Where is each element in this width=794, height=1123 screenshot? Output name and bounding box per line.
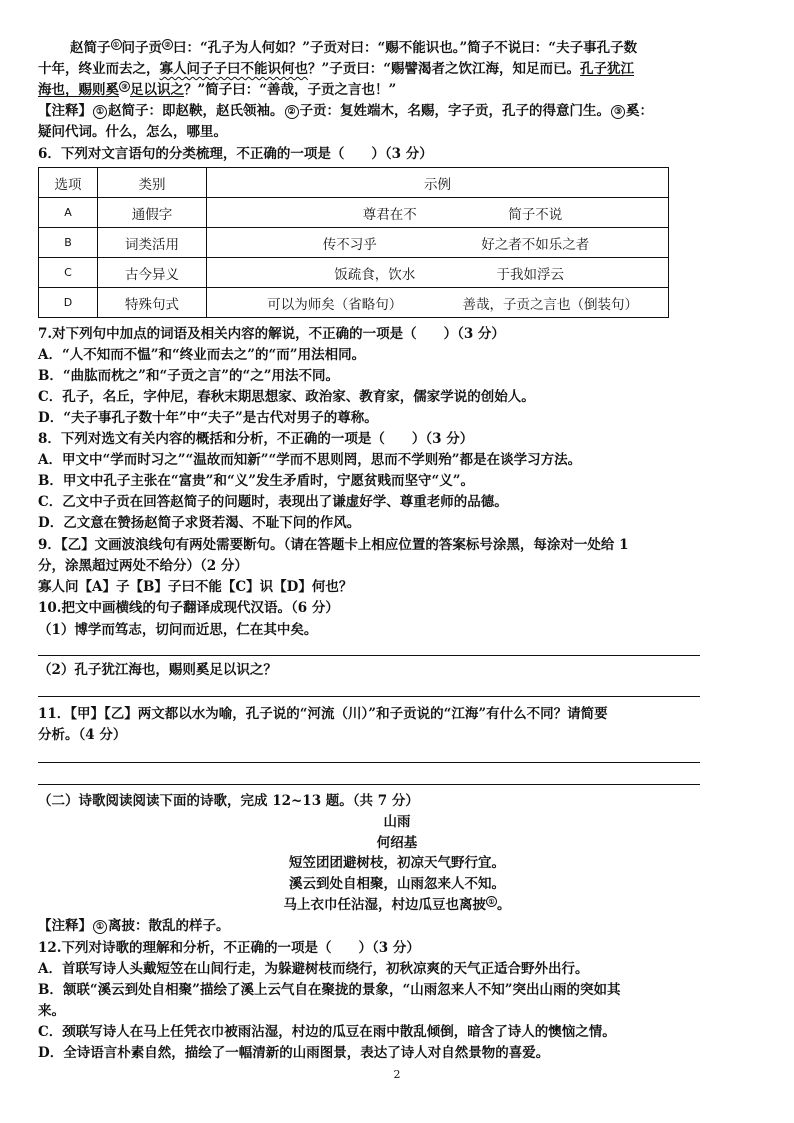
section-heading: （二）诗歌阅读阅读下面的诗歌，完成 12~13 题。（共 7 分） [38, 793, 419, 809]
footnote-marker: ① [486, 896, 497, 907]
option-b: B．甲文中孔子主张在“富贵”和“义”发生矛盾时，宁愿贫贱而坚守“义”。 [38, 473, 475, 489]
question-9-stem: 9．【乙】文画波浪线句有两处需要断句。（请在答题卡上相应位置的答案标号涂黑，每涂对一处给 1 [38, 537, 629, 553]
underlined-sentence: 孔子犹江 [580, 61, 635, 77]
mark-b: 【B】 [129, 579, 168, 595]
question-7-stem: 7.对下列句中加点的词语及相关内容的解说，不正确的一项是（ ）（3 分） [38, 326, 505, 342]
option-c: C．颈联写诗人在马上任凭衣巾被雨沾湿，村边的瓜豆在雨中散乱倾倒，暗含了诗人的懊恼之情。 [38, 1024, 616, 1040]
passage-line: 海也，赐则奚 ③ 足以识之？”简子曰：“善哉，子贡之言也！” [38, 81, 397, 98]
passage-note: 【注释】 ① 赵简子：即赵鞅，赵氏领袖。 ② 子贡：复姓端木，名赐，字子贡，孔子的得意门生。 ③ 奚： [38, 103, 653, 119]
poem-line: 短笠团团避树枝，初凉天气野行宜。 [289, 855, 505, 871]
passage-note: 疑问代词。什么，怎么，哪里。 [38, 124, 227, 140]
mark-c: 【C】 [221, 579, 260, 595]
question-9-stem: 分，涂黑超过两处不给分）（2 分） [38, 558, 248, 574]
poem-title: 山雨 [383, 814, 411, 830]
classification-table [38, 167, 669, 318]
footnote-marker: ③ [119, 81, 130, 92]
translation-item-2: （2）孔子犹江海也，赐则奚足以识之？ [38, 662, 277, 678]
poem-line: 马上衣巾任沾湿，村边瓜豆也离披 ① 。 [283, 896, 511, 913]
mark-a: 【A】 [78, 579, 116, 595]
option-a: A．首联写诗人头戴短笠在山间行走，为躲避树枝而绕行，初秋凉爽的天气正适合野外出行。 [38, 961, 589, 977]
table-header-row: 选项 类别 示例 [39, 168, 669, 198]
option-c: C．孔子，名丘，字仲尼，春秋末期思想家、政治家、教育家，儒家学说的创始人。 [38, 389, 535, 405]
footnote-marker: ② [162, 39, 173, 50]
question-11-stem: 分析。（4 分） [38, 727, 127, 743]
table-row: D 特殊句式 可以为师矣（省略句） 善哉，子贡之言也（倒装句） [39, 288, 669, 318]
table-row: A 通假字 尊君在不 简子不说 [39, 198, 669, 228]
page-number: 2 [393, 1068, 401, 1081]
sentence-break-options: 寡人问【A】子【B】子曰不能【C】识【D】何也？ [38, 579, 353, 595]
option-d: D．全诗语言朴素自然，描绘了一幅清新的山雨图景，表达了诗人对自然景物的喜爱。 [38, 1045, 550, 1061]
option-b: B．“曲肱而枕之”和“子贡之言”的“之”用法不同。 [38, 368, 340, 384]
passage-line: 十年，终业而去之，寡人问子子曰不能识何也？”子贡曰：“赐譬渴者之饮江海，知足而已。孔子犹江 [38, 61, 635, 77]
poem-author: 何绍基 [376, 835, 418, 851]
translation-item-1: （1）博学而笃志，切问而近思，仁在其中矣。 [38, 622, 318, 638]
wavy-sentence: 寡人问子子曰不能识何也 [159, 61, 308, 77]
option-b: B．颔联“溪云到处自相聚”描绘了溪上云气自在聚拢的景象，“山雨忽来人不知”突出山雨的突如其 [38, 982, 621, 998]
question-8-stem: 8．下列对选文有关内容的概括和分析，不正确的一项是（ ）（3 分） [38, 431, 474, 447]
footnote-marker: ① [111, 39, 122, 50]
option-c: C．乙文中子贡在回答赵简子的问题时，表现出了谦虚好学、尊重老师的品德。 [38, 494, 508, 510]
option-a: A．“人不知而不愠”和“终业而去之”的“而”用法相同。 [38, 347, 366, 363]
answer-line[interactable] [38, 762, 700, 763]
answer-line[interactable] [38, 655, 700, 656]
question-6-stem: 6．下列对文言语句的分类梳理，不正确的一项是（ ）（3 分） [38, 146, 433, 162]
option-b-cont: 来。 [38, 1003, 65, 1019]
poem-note: 【注释】 ① 离披：散乱的样子。 [38, 918, 230, 934]
poem-line: 溪云到处自相聚，山雨忽来人不知。 [289, 876, 505, 892]
option-d: D．乙文意在赞扬赵简子求贤若渴、不耻下问的作风。 [38, 515, 361, 531]
table-row: C 古今异义 饭疏食，饮水 于我如浮云 [39, 258, 669, 288]
answer-line[interactable] [38, 696, 700, 697]
table-row: B 词类活用 传不习乎 好之者不如乐之者 [39, 228, 669, 258]
option-d: D．“夫子事孔子数十年”中“夫子”是古代对男子的尊称。 [38, 410, 378, 426]
question-10-stem: 10.把文中画横线的句子翻译成现代汉语。（6 分） [38, 600, 339, 616]
mark-d: 【D】 [273, 579, 312, 595]
answer-line[interactable] [38, 784, 700, 785]
question-11-stem: 11．【甲】【乙】两文都以水为喻，孔子说的“河流（川）”和子贡说的“江海”有什么不同？请简要 [38, 706, 608, 722]
question-12-stem: 12.下列对诗歌的理解和分析，不正确的一项是（ ）（3 分） [38, 940, 420, 956]
option-a: A．甲文中“学而时习之”“温故而知新”“学而不思则罔，思而不学则殆”都是在谈学习方法。 [38, 452, 582, 468]
passage-line: 赵简子 ① 问子贡 ② 曰：“孔子为人何如？”子贡对曰：“赐不能识也。”简子不说曰：“夫子事孔子数 [70, 39, 638, 56]
